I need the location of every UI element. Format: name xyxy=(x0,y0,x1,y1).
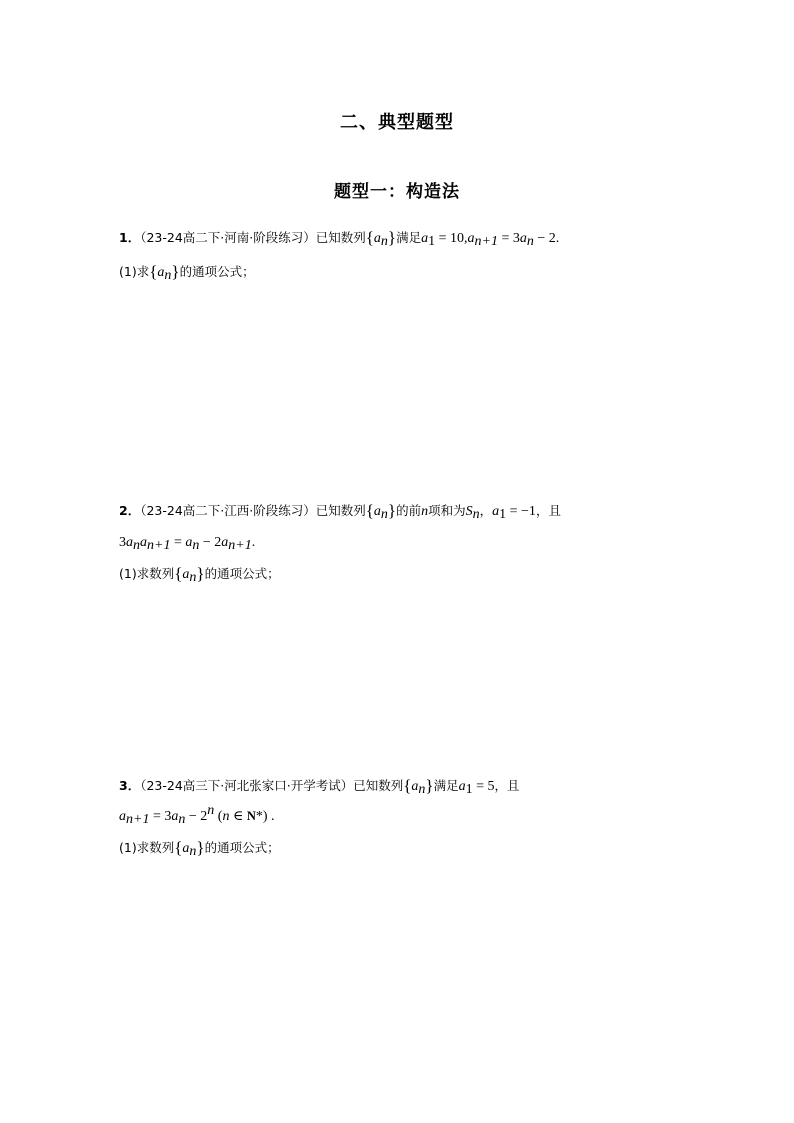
problem-2-number: 2． xyxy=(119,503,141,518)
problem-3-number: 3． xyxy=(119,778,141,793)
problem-1-formula: $a_1 = 10,a_{n+1} = 3a_n - 2$. xyxy=(421,231,560,249)
problem-3-question-1: (1)求数列$\{a_n\}$的通项公式； xyxy=(119,838,280,859)
problem-1-source: （23-24高二下·河南·阶段练习）已知数列 xyxy=(140,230,366,245)
question-type-title: 题型一：构造法 xyxy=(334,182,460,202)
problem-1-number: 1． xyxy=(119,230,141,245)
problem-3-statement: 3．（23-24高三下·河北张家口·开学考试）已知数列$\{a_n\}$满足$a_1 = 5$，且 xyxy=(119,776,520,797)
problem-3-formula: $a_{n+1} = 3a_n - 2^n$ (n ∈ N*) . xyxy=(119,803,275,827)
problem-1-question-1: (1)求$\{a_n\}$的通项公式； xyxy=(119,262,255,283)
problem-1-statement: 1．（23-24高二下·河南·阶段练习）已知数列$\{a_n\}$满足$a_1 = 10,a_{n+1} = 3a_n - 2$. xyxy=(119,228,560,249)
problem-3-source: （23-24高三下·河北张家口·开学考试）已知数列 xyxy=(140,778,404,793)
problem-2-question-1: (1)求数列$\{a_n\}$的通项公式； xyxy=(119,564,280,585)
problem-2-formula: $3a_na_{n+1} = a_n - 2a_{n+1}$. xyxy=(119,535,256,553)
section-title: 二、典型题型 xyxy=(340,112,454,133)
problem-2-statement: 2．（23-24高二下·江西·阶段练习）已知数列$\{a_n\}$的前n项和为$S_n$，$a_1 = -1$，且 xyxy=(119,501,561,522)
problem-2-source: （23-24高二下·江西·阶段练习）已知数列 xyxy=(140,503,366,518)
problem-1-cond-text: 满足 xyxy=(396,230,422,245)
